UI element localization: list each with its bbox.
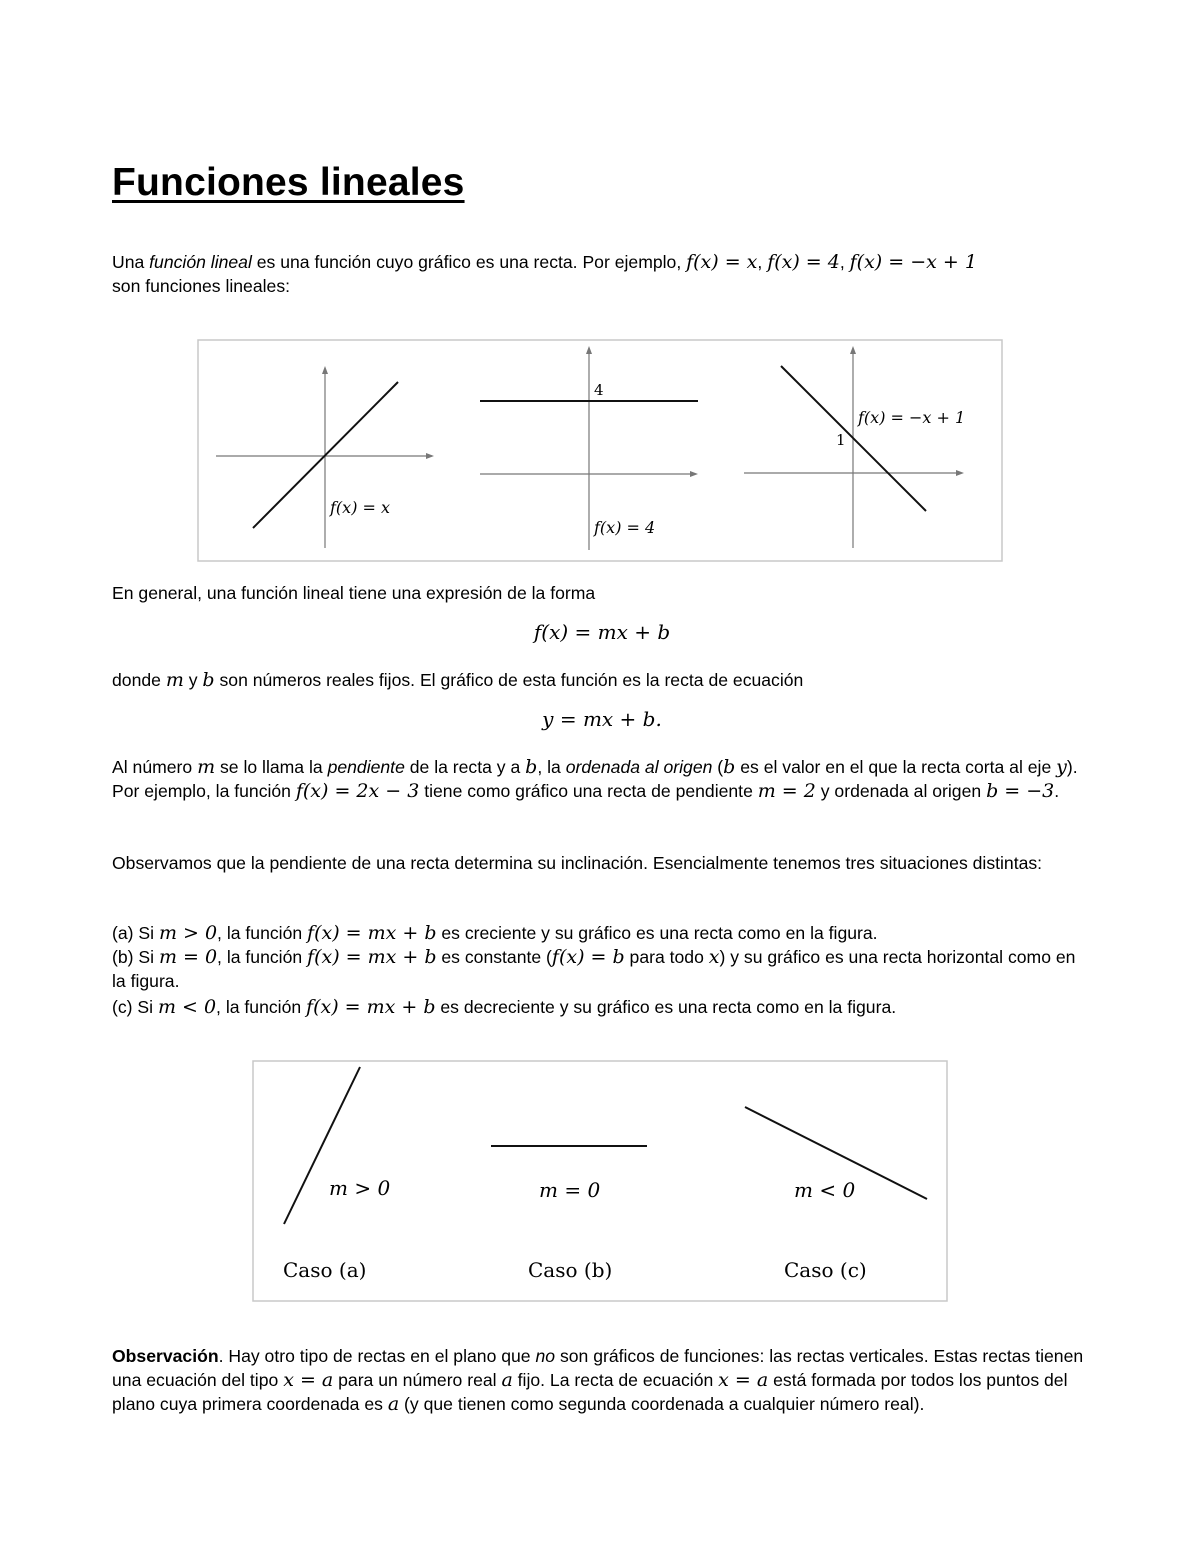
general-text: En general, una función lineal tiene una expresión de la forma bbox=[112, 583, 596, 603]
figure-slope-cases bbox=[251, 1059, 949, 1304]
example-3: f(x) = −x + 1 bbox=[849, 251, 977, 273]
example-2: f(x) = 4 bbox=[767, 251, 840, 273]
x-axis-arrow bbox=[426, 453, 434, 459]
caso-a: Caso (a) bbox=[283, 1258, 367, 1282]
figure-linear-examples bbox=[196, 338, 1004, 564]
tick-1: 1 bbox=[836, 431, 846, 449]
tick-4: 4 bbox=[594, 381, 604, 399]
term-funcion-lineal: función lineal bbox=[149, 252, 252, 272]
case-a: (a) Si m > 0, la función f(x) = mx + b es creciente y su gráfico es una recta como en la figura. bbox=[112, 922, 878, 944]
y-axis-arrow bbox=[850, 346, 856, 354]
intro-paragraph: Una función lineal es una función cuyo gráfico es una recta. Por ejemplo, f(x) = x, f(x) = 4, f(x) = −x + 1 son funciones lineales: bbox=[112, 251, 977, 296]
x-axis-arrow bbox=[956, 470, 964, 476]
label-m-positive: m > 0 bbox=[329, 1176, 391, 1200]
x-axis-arrow bbox=[690, 471, 698, 477]
observacion-label: Observación bbox=[112, 1346, 219, 1366]
page-title: Funciones lineales bbox=[112, 161, 465, 204]
label-m-zero: m = 0 bbox=[539, 1178, 601, 1202]
term-pendiente: pendiente bbox=[327, 757, 405, 777]
panel-constant bbox=[480, 346, 698, 550]
panel-decreasing bbox=[744, 346, 965, 548]
case-c: (c) Si m < 0, la función f(x) = mx + b es decreciente y su gráfico es una recta como en la figura. bbox=[112, 996, 897, 1018]
donde-paragraph: donde m y b son números reales fijos. El gráfico de esta función es la recta de ecuación bbox=[112, 669, 804, 691]
y-axis-arrow bbox=[586, 346, 592, 354]
y-axis-arrow bbox=[322, 366, 328, 374]
line-positive-slope bbox=[284, 1067, 360, 1224]
label-f-x: f(x) = x bbox=[330, 498, 391, 517]
pendiente-paragraph: Al número m se lo llama la pendiente de la recta y a b, la ordenada al origen (b es el valor en el que la recta corta al eje y). Por ejemplo, la función f(x) = 2x − 3 tiene como gráfico una recta de pendiente m = 2 y ordenada al origen b = −3. bbox=[112, 756, 1078, 802]
caso-b: Caso (b) bbox=[528, 1258, 613, 1282]
caso-c: Caso (c) bbox=[784, 1258, 867, 1282]
observacion-paragraph: Observación. Hay otro tipo de rectas en el plano que no son gráficos de funciones: las rectas verticales. Estas rectas tienen una ecuación del tipo x = a para un número real a fijo. La recta de ecuación x = a está formada por todos los puntos del plano cuya primera coordenada es a (y que tienen como segunda coordenada a cualquier número real). bbox=[112, 1346, 1084, 1415]
label-f-neg-x: f(x) = −x + 1 bbox=[858, 408, 966, 427]
equation-general: f(x) = mx + b bbox=[533, 620, 671, 644]
label-f-4: f(x) = 4 bbox=[594, 518, 656, 537]
case-b: (b) Si m = 0, la función f(x) = mx + b es constante (f(x) = b para todo x) y su gráfico es una recta horizontal como en la figura. bbox=[112, 946, 1076, 991]
term-ordenada: ordenada al origen bbox=[565, 757, 713, 777]
label-m-negative: m < 0 bbox=[794, 1178, 856, 1202]
equation-recta: y = mx + b. bbox=[542, 707, 662, 731]
example-1: f(x) = x bbox=[686, 251, 758, 273]
situaciones-intro: Observamos que la pendiente de una recta determina su inclinación. Esencialmente tenemos tres situaciones distintas: bbox=[112, 853, 1043, 873]
panel-identity bbox=[216, 366, 434, 548]
